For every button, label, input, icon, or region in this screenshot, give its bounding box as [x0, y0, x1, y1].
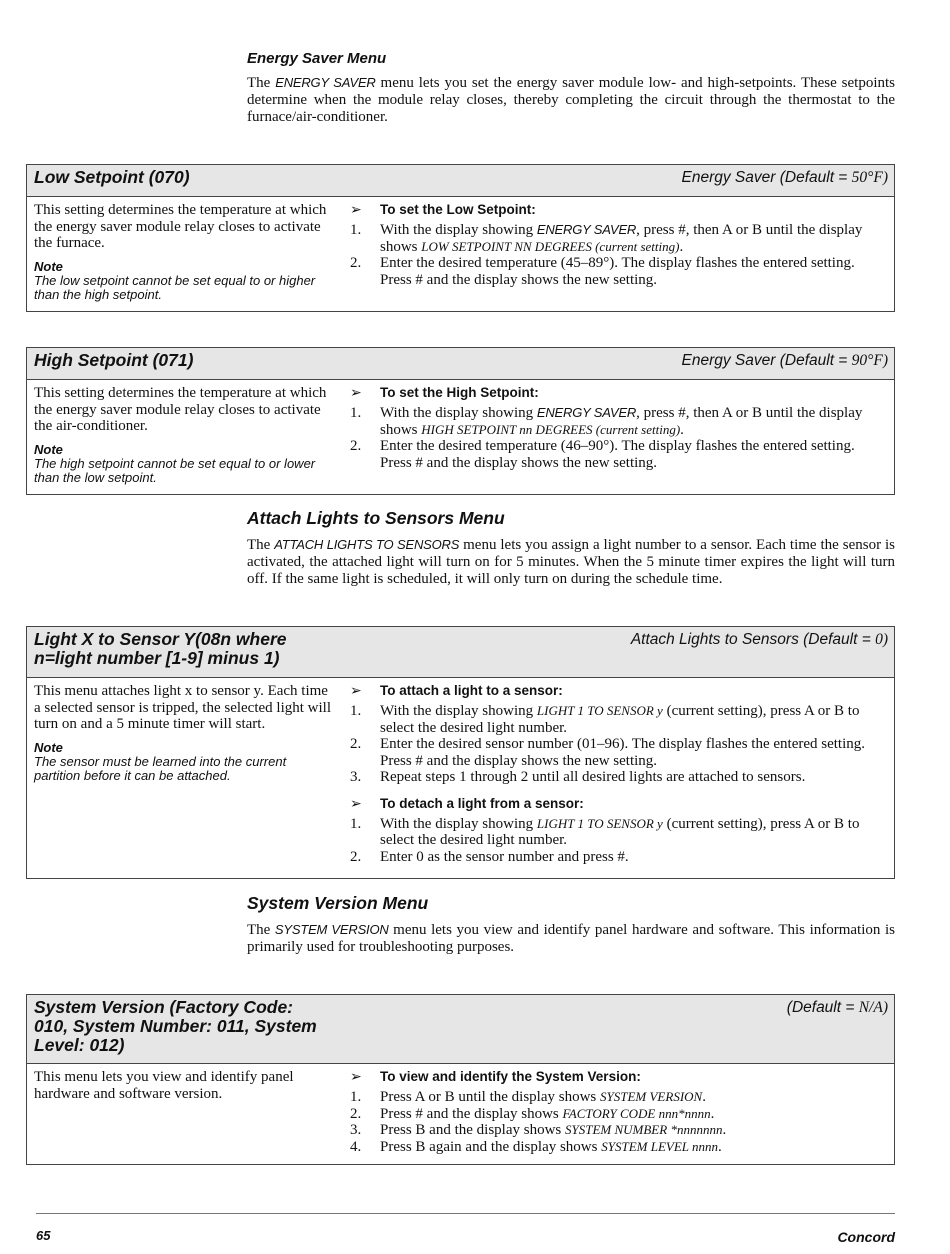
steps-list	[350, 405, 885, 471]
page-number: 65	[36, 1228, 51, 1243]
description-column	[34, 202, 334, 303]
title-line: Level: 012)	[34, 1035, 125, 1055]
step	[350, 1122, 885, 1139]
box-header	[27, 995, 894, 1064]
step-text: Enter 0 as the sensor number and press #.	[380, 848, 629, 865]
default-value	[787, 999, 888, 1017]
step	[350, 438, 885, 471]
box-header	[27, 627, 894, 678]
step-number: 2.	[350, 848, 362, 865]
arrowhead-bullet-icon: ➢	[350, 682, 362, 698]
box-title: Low Setpoint (070)	[34, 167, 190, 187]
default-value	[682, 352, 888, 370]
step-text: Press B and the display shows	[380, 1122, 565, 1138]
steps-list	[350, 222, 885, 288]
box-title	[34, 630, 287, 668]
energy-saver-menu-heading: Energy Saver Menu	[247, 50, 387, 67]
note-text: The high setpoint cannot be set equal to or lower than the low setpoint.	[34, 455, 316, 485]
step	[350, 255, 885, 288]
step	[350, 1089, 885, 1106]
default-value	[631, 631, 888, 649]
step-number: 2.	[350, 736, 362, 752]
step	[350, 849, 885, 866]
procedure-title	[350, 385, 885, 401]
step-number: 2.	[350, 438, 362, 454]
step	[350, 405, 885, 438]
arrowhead-bullet-icon: ➢	[350, 201, 362, 217]
description: This setting determines the temperature at which the energy saver module relay closes to activate the furnace.	[34, 202, 327, 251]
step-text: , press #, then A or B until the display shows	[380, 222, 863, 255]
procedure-title-text: To set the High Setpoint:	[380, 385, 539, 400]
system-version-box	[26, 994, 895, 1165]
intro-text: The	[247, 537, 275, 553]
step	[350, 736, 885, 769]
step-number: 1.	[350, 405, 362, 421]
footer-rule	[36, 1213, 895, 1214]
step-text: (current setting), press A or B to select the desired light number.	[380, 815, 860, 848]
step	[350, 769, 885, 786]
step-number: 1.	[350, 222, 362, 238]
step-text: Press # and the display shows	[380, 1105, 563, 1122]
procedure-column	[350, 202, 885, 288]
step-text: With the display showing	[380, 703, 537, 719]
steps-list	[350, 1089, 885, 1155]
procedure-title	[350, 1069, 885, 1085]
arrowhead-bullet-icon: ➢	[350, 794, 362, 811]
note-label: Note	[34, 258, 63, 274]
system-version-intro	[247, 921, 895, 956]
system-version-menu-heading: System Version Menu	[247, 893, 429, 913]
attach-lights-intro	[247, 536, 895, 588]
procedure-title	[350, 796, 885, 812]
display-text: LIGHT 1 TO SENSOR y	[536, 703, 663, 718]
procedure-title-text: To view and identify the System Version:	[380, 1069, 641, 1084]
box-title	[34, 998, 317, 1055]
step-number: 1.	[350, 703, 362, 719]
steps-list	[350, 816, 885, 866]
menu-name: ENERGY SAVER	[275, 75, 376, 90]
intro-text: The	[247, 75, 276, 91]
intro-text: menu lets you view and identify panel hardware and software. This information is primarily used for troubleshooting purposes.	[247, 922, 895, 955]
step-number: 1.	[350, 1089, 362, 1105]
note-label: Note	[34, 739, 63, 755]
procedure-title	[350, 202, 885, 218]
light-to-sensor-box	[26, 626, 895, 879]
box-header	[27, 165, 894, 197]
step-number: 4.	[350, 1138, 362, 1155]
attach-lights-menu-heading: Attach Lights to Sensors Menu	[247, 508, 505, 528]
step-text: With the display showing	[380, 405, 537, 421]
step-text: Enter the desired sensor number (01–96). The display flashes the entered setting. Press # and the display shows the new setting.	[380, 736, 866, 769]
display-text: HIGH SETPOINT nn DEGREES (current setting)	[421, 421, 681, 437]
arrowhead-bullet-icon: ➢	[350, 384, 362, 400]
default-number: 50°F)	[851, 169, 888, 186]
step-text: Press A or B until the display shows	[380, 1089, 601, 1105]
default-label: Energy Saver (Default =	[681, 352, 852, 369]
menu-name: SYSTEM VERSION	[274, 922, 389, 937]
description-column	[34, 385, 334, 486]
menu-name: ATTACH LIGHTS TO SENSORS	[274, 537, 460, 552]
step-number: 3.	[350, 1122, 362, 1138]
arrowhead-bullet-icon: ➢	[350, 1068, 362, 1084]
default-number: 0)	[875, 631, 888, 648]
default-label: Attach Lights to Sensors (Default =	[630, 631, 876, 648]
intro-text: The	[247, 922, 275, 938]
step-text: Enter the desired temperature (46–90°). The display flashes the entered setting. Press # and the display shows the new setting.	[380, 438, 855, 471]
note-text: The low setpoint cannot be set equal to or higher than the high setpoint.	[34, 272, 316, 302]
note-text: The sensor must be learned into the current partition before it can be attached.	[34, 753, 287, 783]
step-text: , press #, then A or B until the display shows	[380, 405, 863, 438]
step	[350, 816, 885, 849]
energy-saver-intro	[247, 74, 895, 126]
display-text: ENERGY SAVER	[536, 405, 637, 420]
title-line: 010, System Number: 011, System	[34, 1016, 317, 1036]
procedure-column	[350, 1069, 885, 1155]
step-text: .	[718, 1138, 722, 1155]
display-text: FACTORY CODE nnn*nnnn	[562, 1105, 711, 1121]
step-number: 1.	[350, 815, 362, 832]
intro-text: menu lets you set the energy saver module low- and high-setpoints. These setpoints determine when the module relay closes, thereby completing the circuit through the thermostat to the furnace/air-conditioner.	[247, 75, 895, 125]
procedure-title-text: To set the Low Setpoint:	[380, 202, 536, 217]
step-text: .	[679, 238, 684, 255]
note-label: Note	[34, 441, 63, 457]
description: This menu attaches light x to sensor y. Each time a selected sensor is tripped, the selected light will turn on and a 5 minute timer will start.	[34, 683, 331, 732]
step	[350, 1139, 885, 1156]
steps-list	[350, 703, 885, 786]
display-text: ENERGY SAVER	[536, 222, 637, 237]
default-label: (Default =	[786, 999, 859, 1016]
product-name: Concord	[837, 1229, 895, 1245]
procedure-title-text: To attach a light to a sensor:	[380, 683, 563, 698]
step-text: With the display showing	[380, 815, 537, 832]
box-header	[27, 348, 894, 380]
procedure-column	[350, 385, 885, 471]
description-column	[34, 683, 334, 784]
step-text: .	[680, 421, 684, 438]
description: This menu lets you view and identify panel hardware and software version.	[34, 1069, 294, 1102]
step-text: .	[722, 1122, 727, 1138]
default-number: N/A)	[858, 999, 888, 1016]
high-setpoint-box	[26, 347, 895, 495]
step-text: Press B again and the display shows	[380, 1138, 602, 1155]
step	[350, 703, 885, 736]
procedure-title	[350, 683, 885, 699]
procedure-column	[350, 683, 885, 865]
default-value	[682, 169, 888, 187]
step-text: (current setting), press A or B to select the desired light number.	[380, 703, 860, 736]
low-setpoint-box	[26, 164, 895, 312]
step-text: .	[702, 1089, 706, 1105]
display-text: LOW SETPOINT NN DEGREES (current setting)	[421, 238, 680, 254]
display-text: SYSTEM LEVEL nnnn	[601, 1138, 719, 1154]
step-number: 2.	[350, 255, 362, 271]
step-number: 2.	[350, 1105, 362, 1122]
step	[350, 222, 885, 255]
step-text: With the display showing	[380, 222, 537, 238]
step-text: .	[710, 1105, 715, 1122]
display-text: SYSTEM NUMBER *nnnnnnn	[565, 1122, 723, 1137]
title-line: n=light number [1-9] minus 1)	[34, 648, 280, 668]
default-number: 90°F)	[851, 352, 888, 369]
description: This setting determines the temperature at which the energy saver module relay closes to activate the air-conditioner.	[34, 385, 327, 434]
display-text: SYSTEM VERSION	[600, 1089, 703, 1104]
procedure-title-text: To detach a light from a sensor:	[380, 795, 584, 811]
step-text: Enter the desired temperature (45–89°). The display flashes the entered setting. Press # and the display shows the new setting.	[380, 255, 855, 288]
title-line: Light X to Sensor Y(08n where	[34, 629, 287, 649]
step-text: Repeat steps 1 through 2 until all desired lights are attached to sensors.	[380, 769, 806, 785]
intro-text: menu lets you assign a light number to a sensor. Each time the sensor is activated, the attached light will turn on for 5 minutes. When the 5 minute timer expires the light will turn off. If the same light is scheduled, it will only turn on during the schedule time.	[247, 537, 896, 587]
display-text: LIGHT 1 TO SENSOR y	[536, 815, 663, 831]
step	[350, 1106, 885, 1123]
title-line: System Version (Factory Code:	[34, 997, 294, 1017]
default-label: Energy Saver (Default =	[681, 169, 852, 186]
description-column	[34, 1069, 334, 1102]
box-title: High Setpoint (071)	[34, 350, 194, 370]
step-number: 3.	[350, 769, 362, 785]
